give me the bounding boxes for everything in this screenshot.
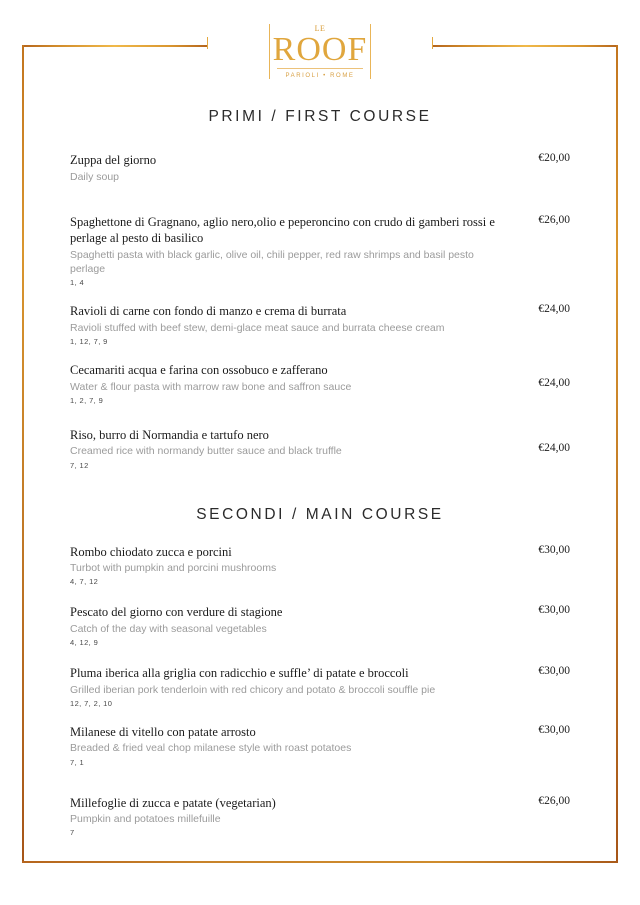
logo-roof-text: ROOF (272, 31, 368, 68)
menu-item-text (70, 214, 518, 288)
menu-item-price: €20,00 (538, 152, 570, 164)
menu-item-description: Grilled iberian pork tenderloin with red chicory and potato & broccoli souffle pie (70, 683, 436, 696)
menu-item-text (70, 303, 518, 346)
menu-item-price: €26,00 (538, 794, 570, 807)
menu-item (70, 724, 570, 767)
section-title-secondi: SECONDI / MAIN COURSE (196, 505, 444, 523)
menu-item-description: Pumpkin and potatoes millefuille (70, 813, 221, 826)
logo-inner-box (267, 22, 373, 81)
menu-item-allergens: 7 (70, 828, 75, 838)
logo-subtitle: PARIOLI • ROME (285, 73, 355, 80)
menu-item-description: Catch of the day with seasonal vegetables (70, 622, 267, 635)
menu-item (70, 303, 570, 346)
menu-item (70, 795, 570, 838)
menu-item-name: Ravioli di carne con fondo di manzo e crema di burrata (70, 304, 347, 319)
menu-item-price: €24,00 (538, 377, 570, 390)
menu-item-price: €30,00 (538, 543, 570, 556)
menu-content (22, 45, 618, 863)
menu-item-name: Pluma iberica alla griglia con radicchio e suffle’ di patate e broccoli (70, 666, 409, 681)
menu-item-name: Spaghettone di Gragnano, aglio nero,olio e peperoncino con crudo di gamberi rossi e perlage al pesto di basilico (70, 214, 495, 246)
menu-item (70, 152, 570, 184)
menu-item (70, 214, 570, 288)
menu-item-description: Creamed rice with normandy butter sauce and black truffle (70, 445, 342, 458)
logo-bracket-left (269, 24, 270, 79)
menu-item-text (70, 427, 518, 470)
menu-item-description: Spaghetti pasta with black garlic, olive oil, chili pepper, red raw shrimps and basil pesto perlage (70, 248, 474, 276)
logo-bracket-right (370, 24, 371, 79)
menu-item-name: Milanese di vitello con patate arrosto (70, 724, 256, 739)
section-title-primi: PRIMI / FIRST COURSE (208, 108, 432, 125)
menu-item-description: Daily soup (70, 170, 120, 183)
menu-item-description: Ravioli stuffed with beef stew, demi-glace meat sauce and burrata cheese cream (70, 321, 445, 334)
menu-item-text (70, 724, 518, 767)
menu-item (70, 544, 570, 587)
menu-item-description: Water & flour pasta with marrow raw bone and saffron sauce (70, 380, 352, 393)
menu-item-price: €24,00 (538, 303, 570, 316)
menu-item-text (70, 665, 518, 708)
menu-item-allergens: 7, 1 (70, 757, 85, 767)
menu-item-name: Millefoglie di zucca e patate (vegetarian) (70, 795, 276, 810)
menu-item-allergens: 1, 2, 7, 9 (70, 395, 104, 405)
menu-item-price: €30,00 (538, 665, 570, 678)
menu-item-price: €26,00 (538, 213, 570, 226)
menu-item-allergens: 7, 12 (70, 460, 89, 470)
menu-item-price: €30,00 (538, 604, 570, 617)
menu-item (70, 604, 570, 647)
menu-item (70, 427, 570, 470)
menu-item (70, 362, 570, 405)
menu-item-name: Zuppa del giorno (70, 153, 157, 167)
menu-item-allergens: 1, 12, 7, 9 (70, 337, 108, 347)
menu-item-price: €30,00 (538, 723, 570, 736)
menu-item-description: Breaded & fried veal chop milanese style with roast potatoes (70, 742, 352, 755)
menu-item-allergens: 4, 12, 9 (70, 638, 99, 648)
menu-item-text (70, 362, 518, 405)
menu-item-description: Turbot with pumpkin and porcini mushrooms (70, 562, 277, 575)
menu-item-name: Rombo chiodato zucca e porcini (70, 544, 232, 559)
menu-item-text (70, 544, 518, 587)
menu-item-name: Riso, burro di Normandia e tartufo nero (70, 427, 269, 442)
menu-item-allergens: 1, 4 (70, 278, 85, 288)
menu-item-name: Pescato del giorno con verdure di stagione (70, 605, 283, 620)
restaurant-logo (0, 22, 640, 81)
menu-item-price: €24,00 (538, 442, 570, 455)
menu-item-text (70, 604, 518, 647)
logo-divider-rule (277, 68, 363, 69)
menu-item-allergens: 4, 7, 12 (70, 577, 99, 587)
menu-item (70, 665, 570, 708)
menu-item-allergens: 12, 7, 2, 10 (70, 698, 113, 708)
logo-le-text: LE (314, 24, 326, 33)
menu-item-text (70, 795, 518, 838)
menu-item-name: Cecamariti acqua e farina con ossobuco e zafferano (70, 363, 328, 378)
menu-item-text (70, 152, 518, 184)
